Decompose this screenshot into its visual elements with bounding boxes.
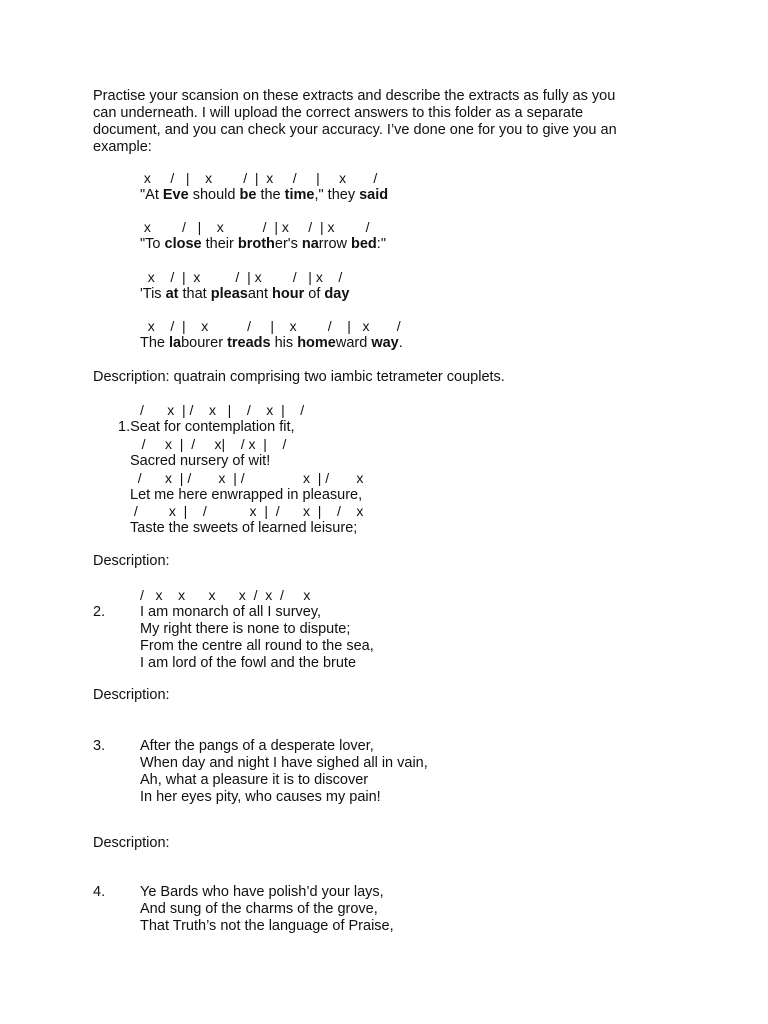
stressed-syllable: Eve <box>162 187 189 203</box>
verse-text: rrow <box>318 236 352 252</box>
scansion-marks: / x | / x| / x | / <box>130 436 287 452</box>
intro-line: example: <box>93 139 152 155</box>
verse-text: er's <box>274 236 302 252</box>
verse-line: From the centre all round to the sea, <box>140 638 374 654</box>
stressed-syllable: na <box>301 236 319 252</box>
stressed-syllable: close <box>164 236 202 252</box>
description-label: Description: <box>93 553 170 569</box>
verse-text: should <box>188 187 240 203</box>
example-verse-line <box>140 335 403 352</box>
intro-line: document, and you can check your accuracy. I’ve done one for you to give you an <box>93 122 617 138</box>
scansion-marks: x / | x / | x / | x / <box>140 269 343 285</box>
scansion-marks: x / | x / | x / | x / <box>140 170 378 186</box>
example-verse-line <box>140 187 388 204</box>
verse-line: Ye Bards who have polish’d your lays, <box>140 884 384 900</box>
verse-text: 'Tis <box>140 286 166 302</box>
stressed-syllable: treads <box>227 335 271 351</box>
verse-line: That Truth’s not the language of Praise, <box>140 918 394 934</box>
verse-line: Sacred nursery of wit! <box>130 453 271 469</box>
stressed-syllable: hour <box>272 286 305 302</box>
stressed-syllable: broth <box>237 236 275 252</box>
stressed-syllable: day <box>324 286 350 302</box>
scansion-marks: / x | / x | / x | / x <box>130 470 364 486</box>
verse-line: In her eyes pity, who causes my pain! <box>140 789 381 805</box>
extract-number: 3. <box>93 738 106 754</box>
verse-line: I am lord of the fowl and the brute <box>140 655 357 671</box>
extract-number: 2. <box>93 604 106 620</box>
verse-line: I am monarch of all I survey, <box>140 604 322 620</box>
verse-line: Let me here enwrapped in pleasure, <box>130 487 363 503</box>
verse-text: of <box>304 286 325 302</box>
example-verse-line <box>140 236 386 253</box>
extract-number: 4. <box>93 884 106 900</box>
stressed-syllable: bed <box>351 236 377 252</box>
verse-text: The <box>140 335 170 351</box>
verse-text: ," they <box>314 187 360 203</box>
stressed-syllable: pleas <box>210 286 248 302</box>
verse-text: "To <box>140 236 165 252</box>
verse-text: their <box>201 236 238 252</box>
stressed-syllable: la <box>169 335 182 351</box>
stressed-syllable: home <box>297 335 336 351</box>
intro-line: can underneath. I will upload the correct answers to this folder as a separate <box>93 105 584 121</box>
scansion-marks: / x x x x / x / x <box>140 587 311 603</box>
verse-line: Taste the sweets of learned leisure; <box>130 520 358 536</box>
description-label: Description: <box>93 687 170 703</box>
verse-text: ward <box>335 335 372 351</box>
verse-text: . <box>398 335 403 351</box>
example-verse-line <box>140 286 349 303</box>
verse-line: After the pangs of a desperate lover, <box>140 738 374 754</box>
stressed-syllable: said <box>359 187 389 203</box>
verse-text: ant <box>247 286 273 302</box>
verse-line: 1.Seat for contemplation fit, <box>118 419 295 435</box>
verse-line: Ah, what a pleasure it is to discover <box>140 772 369 788</box>
verse-text: bourer <box>181 335 228 351</box>
verse-line: My right there is none to dispute; <box>140 621 351 637</box>
intro-line: Practise your scansion on these extracts and describe the extracts as fully as you <box>93 88 616 104</box>
verse-line: When day and night I have sighed all in vain, <box>140 755 428 771</box>
example-description: Description: quatrain comprising two iambic tetrameter couplets. <box>93 369 505 385</box>
verse-line: And sung of the charms of the grove, <box>140 901 378 917</box>
verse-text: the <box>256 187 285 203</box>
stressed-syllable: way <box>371 335 399 351</box>
stressed-syllable: at <box>165 286 179 302</box>
scansion-marks: x / | x / | x / | x / <box>140 318 401 334</box>
scansion-marks: / x | / x | / x | / <box>140 402 305 418</box>
verse-text: "At <box>140 187 163 203</box>
scansion-marks: x / | x / | x / | x / <box>140 219 370 235</box>
verse-text: :" <box>376 236 386 252</box>
scansion-marks: / x | / x | / x | / x <box>130 503 364 519</box>
verse-text: his <box>270 335 298 351</box>
verse-text: that <box>178 286 211 302</box>
stressed-syllable: time <box>284 187 315 203</box>
stressed-syllable: be <box>239 187 257 203</box>
description-label: Description: <box>93 835 170 851</box>
